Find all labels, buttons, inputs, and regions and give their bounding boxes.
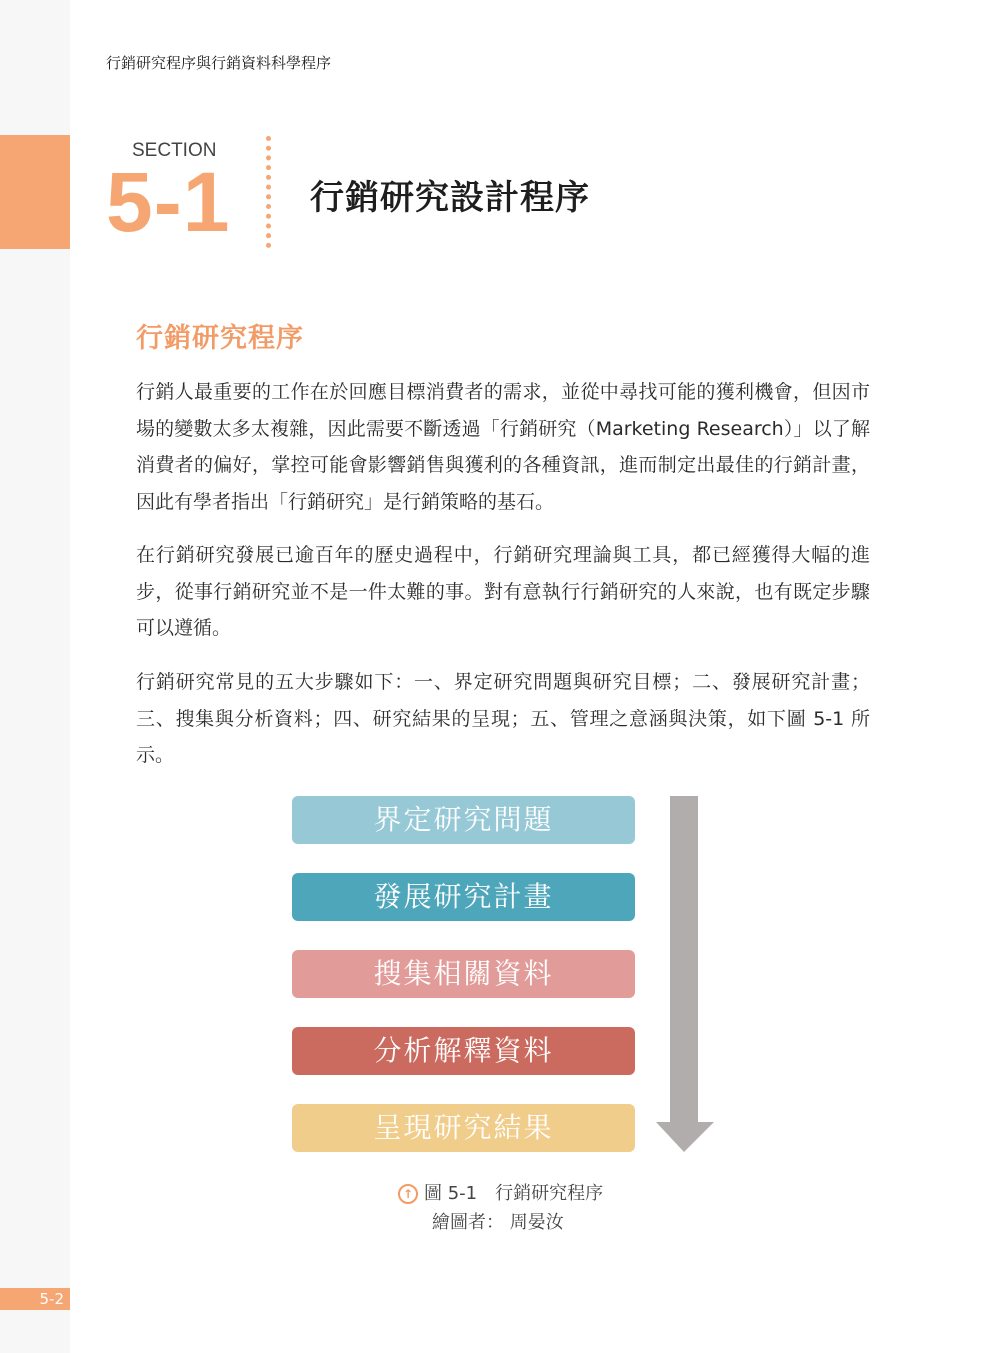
page-number: 5-2 [0,1288,70,1310]
up-arrow-circle-icon: ↑ [398,1184,418,1204]
section-title: 行銷研究設計程序 [310,178,590,218]
flow-step-5: 呈現研究結果 [292,1104,635,1152]
figure-caption [398,1179,603,1205]
caption-number: 圖 5-1 [424,1183,478,1204]
down-arrow-icon [654,796,716,1154]
caption-title: 行銷研究程序 [495,1183,604,1204]
flow-step-3: 搜集相關資料 [292,950,635,998]
section-number: 5-1 [106,155,231,249]
running-header: 行銷研究程序與行銷資料科學程序 [106,54,332,72]
figure-credit: 繪圖者： 周晏汝 [432,1212,564,1233]
dotted-divider [266,136,271,248]
paragraph-2: 在行銷研究發展已逾百年的歷史過程中，行銷研究理論與工具，都已經獲得大幅的進步，從事行銷研究並不是一件太難的事。對有意執行行銷研究的人來說，也有既定步驟可以遵循。 [136,544,870,639]
section-label: SECTION [132,140,217,161]
flow-step-1: 界定研究問題 [292,796,635,844]
subsection-heading: 行銷研究程序 [136,323,304,354]
section-tab [0,135,70,249]
paragraph-1: 行銷人最重要的工作在於回應目標消費者的需求，並從中尋找可能的獲利機會，但因市場的變數太多太複雜，因此需要不斷透過「行銷研究（Marketing Research）」以了解消費者的偏好，掌控可能會影響銷售與獲利的各種資訊，進而制定出最佳的行銷計畫，因此有學者指出「行銷研究」是行銷策略的基石。 [136,381,870,513]
flow-step-4: 分析解釋資料 [292,1027,635,1075]
paragraph-3: 行銷研究常見的五大步驟如下：一、界定研究問題與研究目標；二、發展研究計畫；三、搜集與分析資料；四、研究結果的呈現；五、管理之意涵與決策，如下圖 5-1 所示。 [136,671,870,766]
flow-step-2: 發展研究計畫 [292,873,635,921]
